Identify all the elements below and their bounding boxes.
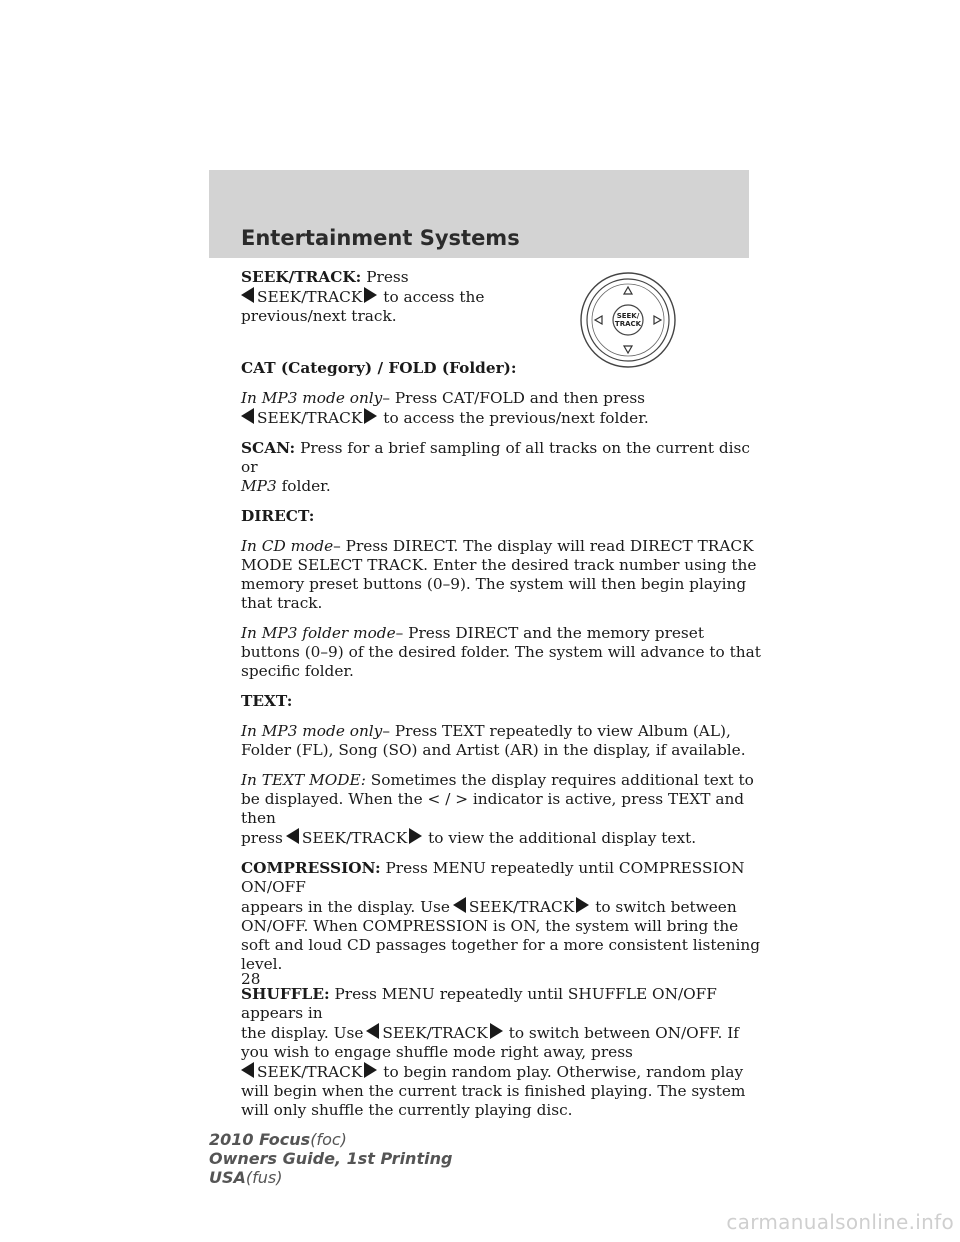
cat-fold-term: CAT (Category) / FOLD (Folder): — [241, 359, 517, 377]
watermark: carmanualsonline.info — [726, 1210, 954, 1234]
cat-fold-paragraph — [241, 359, 766, 378]
section-title: Entertainment Systems — [241, 226, 520, 250]
direct-term: DIRECT: — [241, 507, 315, 525]
text-term: TEXT: — [241, 692, 293, 710]
seek-right-icon — [364, 1062, 377, 1078]
scan-term: SCAN: — [241, 439, 296, 457]
seek-left-icon — [241, 1062, 254, 1078]
cat-fold-description: In MP3 mode only– Press CAT/FOLD and then press SEEK/TRACK to access the previous/next folder. — [241, 389, 649, 427]
text-heading — [241, 692, 766, 711]
seek-right-icon — [490, 1023, 503, 1039]
seek-left-icon — [241, 408, 254, 424]
compression-paragraph: COMPRESSION: Press MENU repeatedly until COMPRESSION ON/OFF appears in the display. Use SEEK/TRACK to switch between ON/OFF. When COMPRESSION is ON, the system will bring the soft and loud CD passages together for a more consistent listening level. — [241, 859, 760, 973]
page-number: 28 — [241, 970, 261, 988]
dial-label-top: SEEK/ — [616, 312, 640, 320]
text-mp3-paragraph: In MP3 mode only– Press TEXT repeatedly to view Album (AL), Folder (FL), Song (SO) and Artist (AR) in the display, if available. — [241, 722, 746, 759]
direct-heading — [241, 507, 766, 526]
shuffle-term: SHUFFLE: — [241, 985, 330, 1003]
scan-paragraph: SCAN: Press for a brief sampling of all tracks on the current disc or MP3 folder. — [241, 439, 750, 495]
dial-label-bottom: TRACK — [614, 320, 642, 328]
compression-term: COMPRESSION: — [241, 859, 381, 877]
seek-right-icon — [576, 897, 589, 913]
seek-right-icon — [409, 828, 422, 844]
direct-cd-paragraph: In CD mode– Press DIRECT. The display will read DIRECT TRACK MODE SELECT TRACK. Enter the desired track number using the memory preset buttons (0–9). The system will then begin playing that track. — [241, 537, 757, 612]
text-mode-paragraph: In TEXT MODE: Sometimes the display requires additional text to be displayed. When the < / > indicator is active, press TEXT and then press SEEK/TRACK to view the additional display text. — [241, 771, 754, 847]
seek-left-icon — [453, 897, 466, 913]
seek-left-icon — [286, 828, 299, 844]
seek-right-icon — [364, 408, 377, 424]
seek-left-icon — [366, 1023, 379, 1039]
seek-track-term: SEEK/TRACK: — [241, 268, 362, 286]
seek-right-icon — [364, 287, 377, 303]
manual-body — [241, 268, 766, 1131]
shuffle-paragraph: SHUFFLE: Press MENU repeatedly until SHUFFLE ON/OFF appears in the display. Use SEEK/TRACK to switch between ON/OFF. If you wish to engage shuffle mode right away, press SEEK/TRACK to begin random play. Otherwise, random play will begin when the current track is finished playing. The system will only shuffle the currently playing disc. — [241, 985, 746, 1119]
direct-mp3-paragraph: In MP3 folder mode– Press DIRECT and the memory preset buttons (0–9) of the desired folder. The system will advance to that specific folder. — [241, 624, 761, 680]
seek-left-icon — [241, 287, 254, 303]
seek-track-paragraph: SEEK/TRACK: Press SEEK/TRACK to access the previous/next track. — [241, 268, 485, 325]
print-footer: 2010 Focus(foc) Owners Guide, 1st Printing USA(fus) — [209, 1130, 453, 1187]
